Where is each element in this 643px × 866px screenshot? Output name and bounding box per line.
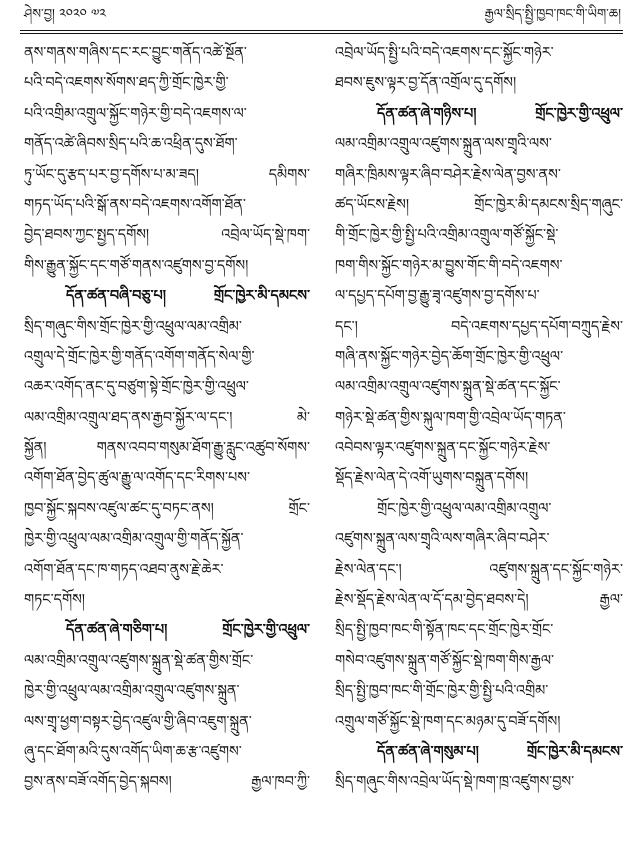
text-line: པའི་འགྲིམ་འགྲུལ་སྐྱོང་གཉེར་གྱི་བདེ་འཇགས་ལ་ [24, 105, 247, 122]
text-line: རྗེས་སྡོད་རྗེས་ལེན་ལ་དོ་དམ་བྱེད་ཐབས་དེ། རྒྱལ་ [335, 592, 623, 609]
text-line: དང་། བདེ་འཇགས་དཔྱད་དཔོག་བཀྲུད་རྗེས་ [335, 318, 623, 335]
text-line: སྲིད་སྤྱི་ཁྱབ་ཁང་གི་གྲོང་ཁྱེར་གྱི་སྤྱི་པའི་འགྲིམ་ [335, 683, 549, 700]
text-line: རྗེས་ལེན་དང་། འཛུགས་སྐྲུན་དང་སྐྱོང་གཉེར་ [335, 561, 623, 578]
text-line: ནས་གནས་གཞིས་དང་རང་བྱུང་གནོད་འཚེ་སྔོན་ [24, 45, 247, 61]
text-line: གཉེར་སྡེ་ཚན་གྱིས་སྐུལ་ཁག་གྱི་འབྲེལ་ཡོད་གཏན་ [335, 409, 566, 426]
text-line: འབེབས་ལྟར་འཛུགས་སྐྲུན་དང་སྐྱོང་གཉེར་རྗེས་ [335, 440, 551, 457]
text-line: གི་གྲོང་ཁྱེར་གྱི་སྤྱི་པའི་འགྲིམ་འགྲུལ་གཙོ་སྐྱོང་སྡེ་ [335, 227, 559, 244]
text-line: ལ་དཔྱད་དཔོག་བྱ་རྒྱུ་ཟྭ་འཛུགས་བྱ་དགོས་པ་ [335, 288, 540, 305]
text-line: སྐྱོན། གནས་འབབ་གསུམ་ཐོག་རྒྱུ་རླུང་འཚུབ་སོགས་ [24, 440, 310, 457]
text-line: སྲིད་གཞུང་གིས་གྲོང་ཁྱེར་གྱི་འཕྲུལ་ལམ་འགྲིམ་ [24, 318, 242, 335]
text-line: ཏུ་ཡོང་དུ་རྩད་པར་བྱ་དགོས་པ་མ་ཟད། དམིགས་ [24, 166, 310, 183]
text-line: ལམ་འགྲིམ་འགྲུལ་ཐད་ནས་རྒྱབ་སྐྱོར་ལ་དང་། མེ་ [24, 409, 310, 426]
text-line: ལམ་འགྲིམ་འགྲུལ་འཛུགས་སྐྲུན་སྡེ་ཚན་གྱིས་གྲོང་ [24, 652, 254, 669]
text-line: ཁག་གིས་སྐྱོང་གཉེར་མ་བྱུས་གོང་གི་བདེ་འཇགས་ [335, 257, 563, 274]
header-rule-bottom [20, 33, 623, 34]
header-right-title: རྒྱལ་སྲིད་སྤྱི་ཁྱབ་ཁང་གི་ཡིག་ཆ། [484, 6, 621, 22]
text-line: འགོག་ཐོན་བྱེད་ཚུལ་རྒྱུ་ལ་འགོད་དང་རིགས་པས་ [24, 470, 250, 487]
text-line: ཐབས་ཇུས་ལྟར་བྱ་དོན་འགྲོལ་དུ་དགོས། [335, 75, 517, 92]
left-column [24, 38, 310, 798]
page-header [24, 6, 621, 28]
text-line: ལས་གྲྭ་ཕྱག་བསྟར་བྱེད་འཛུལ་གྱི་ཞིབ་འཇུག་སྐྲུན་ [24, 713, 252, 730]
text-line: འགོག་ཐོན་དང་ཁ་གཏད་འཐབ་ནུས་རྗེ་ཆེར་ [24, 561, 224, 578]
header-left-publication: ཤེས་བྱ། ༢༠༢༠ ༧༢ [24, 6, 107, 22]
text-line: ཁྱབ་སྐྱོང་སྐབས་འཛུལ་ཚང་དུ་བཏང་ནས། གྲོང་ [24, 500, 310, 517]
text-line: འགྲུལ་གཙོ་སྐྱོང་སྡེ་ཁག་དང་མཉམ་དུ་བཟོ་དགོས། [335, 713, 561, 730]
text-line: པའི་བདེ་འཇགས་སོགས་ཐད་ཀྱི་གྲོང་ཁྱེར་གྱི་ [24, 75, 229, 92]
article-heading-line: དོན་ཚན་ཞེ་གཉིས་པ། གྲོང་ཁྱེར་གྱི་འཕྲུལ་ [377, 105, 623, 122]
article-heading-line: དོན་ཚན་ཞེ་གཅིག་པ། གྲོང་ཁྱེར་གྱི་འཕྲུལ་ [66, 622, 310, 639]
text-line: འབྲེལ་ཡོད་སྤྱི་པའི་བདེ་འཇགས་དང་སྐྱོང་གཉེར་ [335, 45, 554, 61]
header-rule-top [20, 30, 623, 31]
text-line: ཚད་ཡོངས་རྗེས། གྲོང་ཁྱེར་མི་དམངས་སྲིད་གཞུང་ [335, 196, 623, 213]
text-line: གྲོང་ཁྱེར་གྱི་འཕྲུལ་ལམ་འགྲིམ་འགྲུལ་ [377, 500, 552, 517]
text-line: གཞི་ནས་སྐྱོང་གཉེར་བྱེད་ཆོག་གྲོང་ཁྱེར་གྱི་འཕྲུལ་ [335, 348, 564, 365]
text-line: ཞུ་དང་ཐོག་མའི་དུས་འགོད་ཡིག་ཆ་རྩ་འཛུགས་ [24, 743, 242, 760]
article-heading-line: དོན་ཚན་བཞི་བཅུ་པ། གྲོང་ཁྱེར་མི་དམངས་ [66, 288, 310, 305]
text-line: འཛུགས་སྐྲུན་ལས་གྲྭའི་ལས་གཞིར་ཞིབ་བཤེར་ [335, 531, 550, 548]
text-line: གནོད་འཚེ་ཞིབས་སྲིད་པའི་ཆ་འཕྲིན་དུས་ཐོག་ [24, 136, 238, 153]
text-line: སྲིད་སྤྱི་ཁྱབ་ཁང་གི་སྟོན་ཁང་དང་གྲོང་ཁྱེར་གྲོང་ [335, 622, 554, 639]
text-line: སྲིད་གཞུང་གིས་འབྲེལ་ཡོད་སྡེ་ཁག་ཁྲ་འཛུགས་བྱས་ [335, 774, 575, 791]
text-line: གསེབ་འཛུགས་སྐྲུན་གཙོ་སྐྱོང་སྡེ་ཁག་གིས་རྒྱལ་ [335, 652, 555, 669]
text-line: ལམ་འགྲིམ་འགྲུལ་འཛུགས་སྐྲུན་སྡེ་ཚན་དང་སྐྱོང་ [335, 379, 561, 396]
right-column [335, 38, 623, 798]
text-line: ལམ་འགྲིམ་འགྲུལ་འཛུགས་སྐྲུན་ལས་གྲྭའི་ལས་ [335, 136, 552, 153]
text-line: སྡོད་རྗེས་ལེན་དེ་འགོ་ཡུགས་བསྐྲུན་དགོས། [335, 470, 529, 487]
text-line: བྱས་ནས་བཟོ་འགོད་བྱེད་སྐབས། རྒྱལ་ཁབ་ཀྱི་ [24, 774, 310, 791]
text-line: གཏང་དགོས། [24, 592, 86, 609]
text-line: ཁྱེར་གྱི་འཕྲུལ་ལམ་འགྲིམ་འགྲུལ་གྱི་གནོད་སྐྱོན་ [24, 531, 244, 548]
text-line: ཁྱེར་གྱི་འཕྲུལ་ལམ་འགྲིམ་འགྲུལ་འཛུགས་སྐྲུན་ [24, 683, 240, 700]
text-line: གཏད་ཡོད་པའི་སྒོ་ནས་བདེ་འཇགས་འགོག་ཐོན་ [24, 196, 246, 213]
article-heading-line: དོན་ཚན་ཞེ་གསུམ་པ། གྲོང་ཁྱེར་མི་དམངས་ [377, 743, 623, 760]
text-line: བྱེད་ཐབས་ཀྱང་སྤྱད་དགོས། འབྲེལ་ཡོད་སྡེ་ཁག་ [24, 227, 310, 244]
text-line: གཞིར་ཁྲིམས་ལྟར་ཞིབ་བཤེར་རྗེས་ལེན་བྱས་ནས་ [335, 166, 561, 183]
text-line: འགྲུལ་དེ་གྲོང་ཁྱེར་གྱི་གནོད་འགོག་གནོད་སེལ་གྱི་ [24, 348, 255, 365]
text-line: འཆར་འགོད་ནང་དུ་བཙུག་སྟེ་གྲོང་ཁྱེར་གྱི་འཕྲུལ་ [24, 379, 249, 396]
text-line: གིས་རྒྱུན་སྐྱོང་དང་གཙོ་གནས་འཛུགས་བྱ་དགོས། [24, 257, 249, 274]
